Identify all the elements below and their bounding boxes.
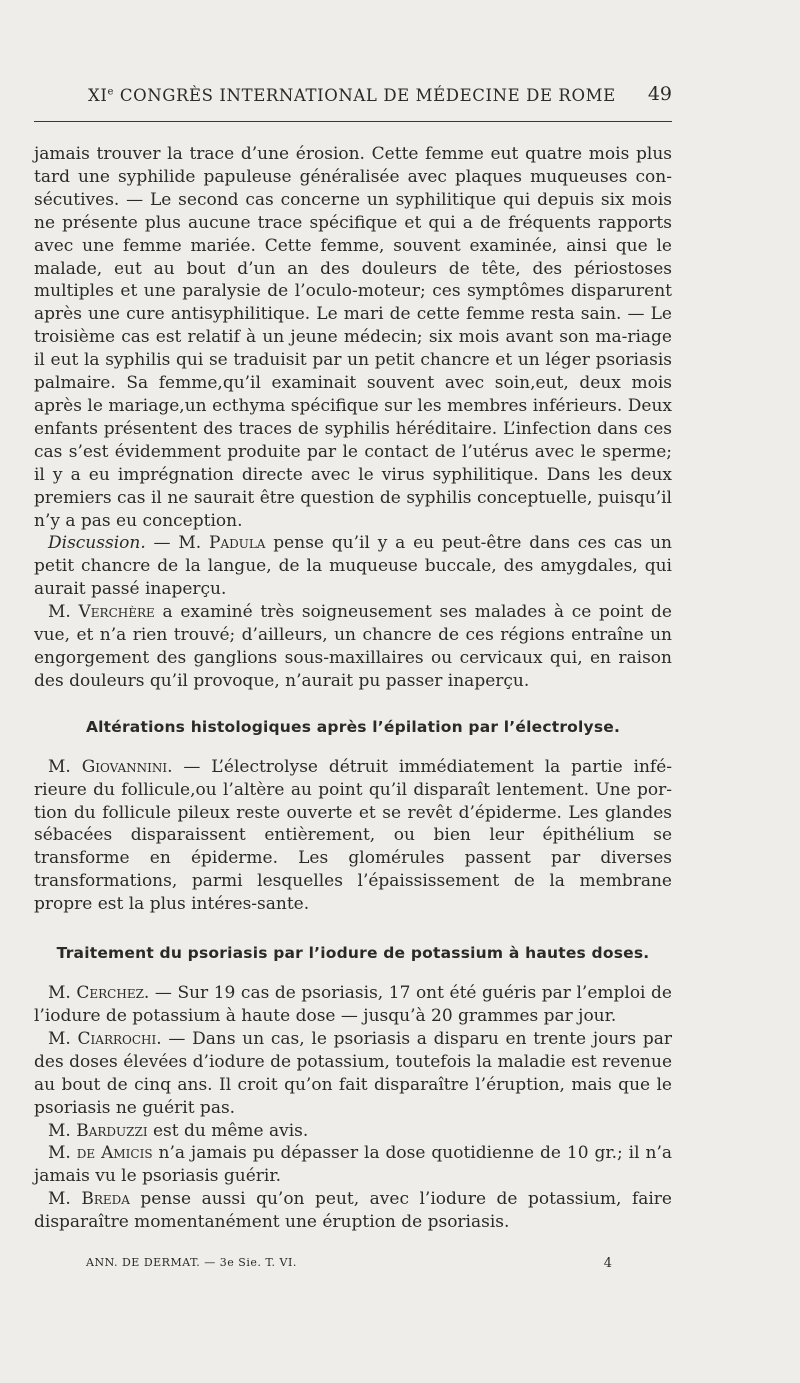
- paragraph-speaker: [34, 1120, 672, 1143]
- paragraph-verchere: [34, 601, 672, 693]
- speaker-text: pense qu’il y a eu peut-être dans ces cas un petit chancre de la langue, de la muqueuse buccale, des amygdales, qui aurait passé inaperçu.: [34, 533, 672, 600]
- paragraph-speaker: [34, 1028, 672, 1120]
- speaker-text: . — Sur 19 cas de psoriasis, 17 ont été guéris par l’emploi de l’iodure de potassium à haute dose — jusqu’à 20 grammes par jour.: [34, 983, 672, 1026]
- speaker-prefix: M.: [48, 983, 77, 1004]
- section-heading-psoriasis: Traitement du psoriasis par l’iodure de potassium à hautes doses.: [56, 944, 650, 963]
- speaker-text: n’a jamais pu dépasser la dose quotidienne de 10 gr.; il n’a jamais vu le psoriasis guérir.: [34, 1143, 672, 1187]
- speaker-prefix: M.: [48, 1143, 77, 1164]
- speaker-name: Cerchez: [76, 983, 144, 1004]
- speaker-name: Giovannini: [81, 756, 168, 777]
- gathering-number: 4: [603, 1256, 612, 1271]
- paragraph-speaker: [34, 1142, 672, 1188]
- speaker-name: Padula: [209, 533, 266, 554]
- paragraph-discussion: [34, 532, 672, 601]
- header-rule: [34, 121, 672, 122]
- congress-title: CONGRÈS INTERNATIONAL DE MÉDECINE DE ROME: [114, 86, 616, 105]
- journal-signature: ANN. DE DERMAT. — 3e Sie. T. VI.: [86, 1256, 297, 1269]
- ordinal: XI: [88, 86, 108, 105]
- speaker-name: Verchère: [78, 602, 155, 623]
- speaker-prefix: M.: [48, 602, 79, 623]
- ordinal-superscript: e: [107, 86, 114, 98]
- speaker-text: . — L’électrolyse détruit immédiatement la partie infé-rieure du follicule,ou l’altère au point qu’il disparaît lentement. Une por-tion du follicule pileux reste ouverte et se revêt d’épiderme. Les glandes sébacées disparaissent entièrement, ou bien leur épithélium se transforme en épiderme. Les glomérules passent par diverses transformations, parmi lesquelles l’épaississement de la membrane propre est la plus intéres-sante.: [34, 756, 673, 915]
- speaker-text: a examiné très soigneusement ses malades à ce point de vue, et n’a rien trouvé; d’ailleurs, un chancre de ces régions entraîne un engorgement des ganglions sous-maxillaires ou cervicaux qui, en raison des douleurs qu’il provoque, n’aurait pu passer inaperçu.: [34, 602, 672, 691]
- speaker-name: Ciarrochi: [77, 1028, 157, 1049]
- speaker-name: Barduzzi: [76, 1120, 148, 1141]
- speaker-name: Breda: [81, 1189, 130, 1210]
- paragraph-giovannini: [34, 756, 672, 916]
- paragraph-speaker: [34, 1188, 672, 1234]
- paragraph-case-reports: jamais trouver la trace d’une érosion. Cette femme eut quatre mois plus tard une syphilide papuleuse généralisée avec plaques muqueuses con-sécutives. — Le second cas concerne un syphilitique qui depuis six mois ne présente plus aucune trace spécifique et qui a de fréquents rapports avec une femme mariée. Cette femme, souvent examinée, ainsi que le malade, eut au bout d’un an des douleurs de tête, des périostoses multiples et une paralysie de l’oculo-moteur; ces symptômes disparurent après une cure antisyphilitique. Le mari de cette femme resta sain. — Le troisième cas est relatif à un jeune médecin; six mois avant son ma-riage il eut la syphilis qui se traduisit par un petit chancre et un léger psoriasis palmaire. Sa femme,qu’il examinait souvent avec soin,eut, deux mois après le mariage,un ecthyma spécifique sur les membres inférieurs. Deux enfants présentent des traces de syphilis héréditaire. L’infection dans ces cas s’est évidemment produite par le contact de l’utérus avec le sperme; il y a eu imprégnation directe avec le virus syphilitique. Dans les deux premiers cas il ne saurait être question de syphilis conceptuelle, puisqu’il n’y a pas eu conception.: [34, 144, 672, 531]
- psoriasis-discussion: [34, 982, 672, 1234]
- section-heading-electrolysis: Altérations histologiques après l’épilation par l’électrolyse.: [85, 717, 621, 736]
- speaker-prefix: M.: [48, 1120, 77, 1141]
- speaker-text: est du même avis.: [147, 1120, 309, 1141]
- discussion-label: Discussion.: [48, 533, 146, 554]
- speaker-name: de Amicis: [76, 1143, 153, 1164]
- speaker-prefix: M.: [48, 756, 82, 777]
- running-header: [34, 82, 672, 110]
- paragraph-speaker: [34, 982, 672, 1028]
- article-body: [34, 143, 672, 1234]
- speaker-prefix: M.: [48, 1028, 78, 1049]
- speaker-text: . — Dans un cas, le psoriasis a disparu en trente jours par des doses élevées d’iodure de potassium, toutefois la maladie est revenue au bout de cinq ans. Il croit qu’on fait disparaître l’éruption, mais que le psoriasis ne guérit pas.: [34, 1028, 672, 1118]
- running-title: [88, 86, 616, 105]
- speaker-prefix: M.: [48, 1189, 82, 1210]
- page-number: 49: [647, 83, 672, 105]
- speaker-prefix: — M.: [145, 533, 209, 554]
- page-footer: [34, 1256, 672, 1276]
- speaker-text: pense aussi qu’on peut, avec l’iodure de potassium, faire disparaître momentanément une éruption de psoriasis.: [34, 1189, 672, 1233]
